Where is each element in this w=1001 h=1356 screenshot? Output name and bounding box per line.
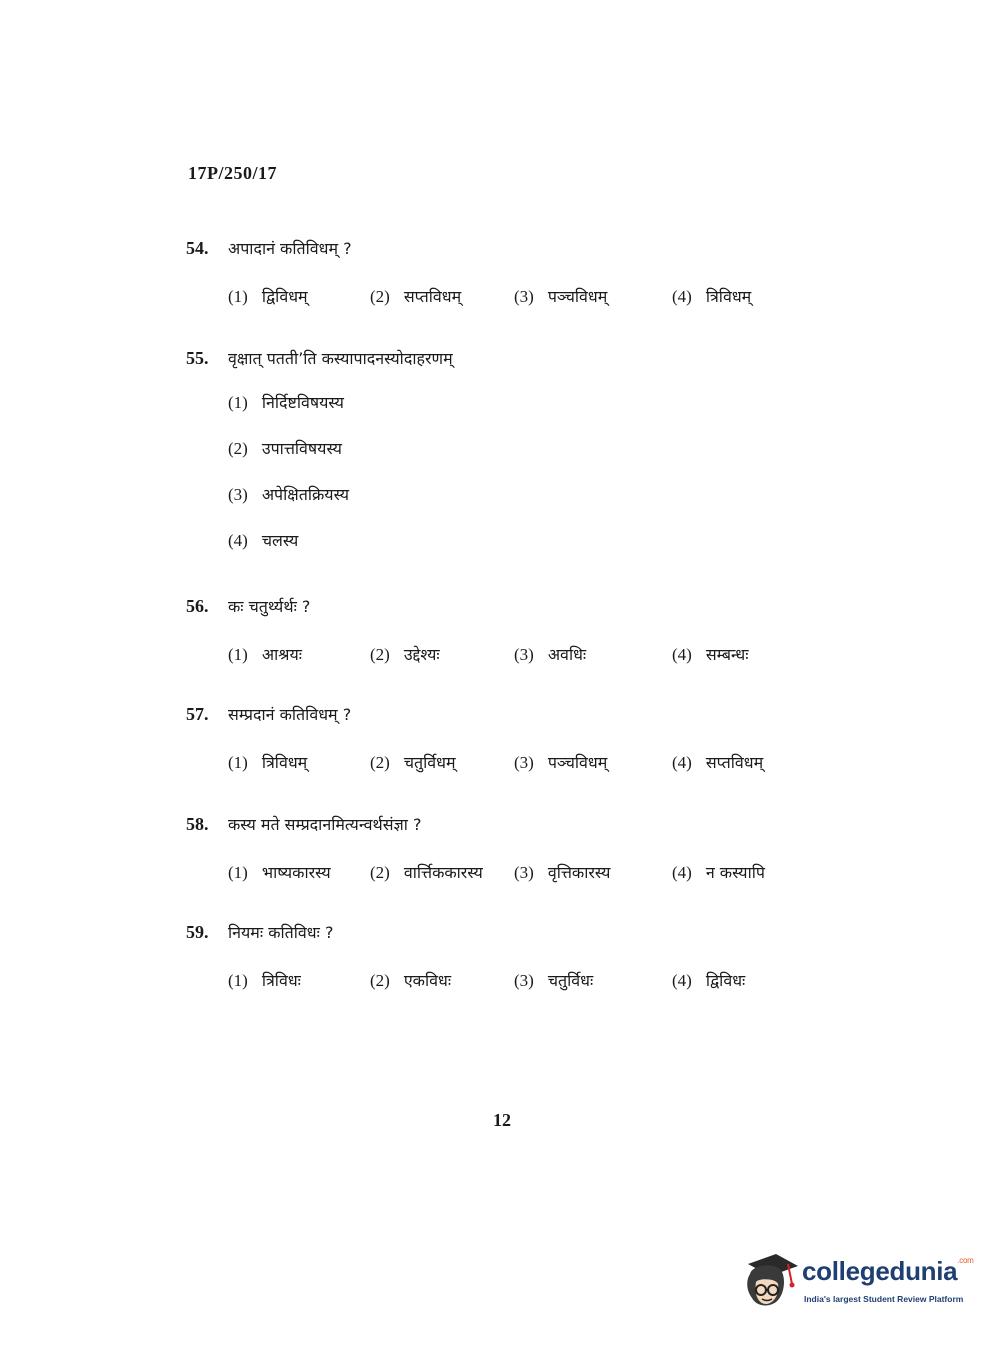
question-59 [186, 921, 906, 999]
collegedunia-logo[interactable] [742, 1250, 972, 1312]
question-number: 57. [186, 704, 209, 724]
paper-code: 17P/250/17 [188, 163, 277, 183]
question-number: 54. [186, 238, 209, 258]
option-4: (4) सम्बन्धः [672, 645, 749, 664]
option-1: (1) त्रिविधम् [228, 753, 308, 772]
option-1: (1) आश्रयः [228, 645, 303, 664]
question-54 [186, 237, 906, 315]
option-1: (1) त्रिविधः [228, 971, 301, 990]
question-text: कः चतुर्थ्यर्थः ? [228, 597, 311, 616]
option-4: (4) न कस्यापि [672, 863, 765, 882]
question-text: अपादानं कतिविधम् ? [228, 239, 352, 258]
option-2: (2) चतुर्विधम् [370, 753, 456, 772]
question-number: 58. [186, 814, 209, 834]
option-3: (3) पञ्चविधम् [514, 753, 608, 772]
option-2: (2) सप्तविधम् [370, 287, 462, 306]
question-57 [186, 703, 906, 781]
option-4: (4) चलस्य [228, 531, 299, 550]
question-text: वृक्षात् पतती’ति कस्यापादनस्योदाहरणम् [228, 349, 453, 368]
option-3: (3) पञ्चविधम् [514, 287, 608, 306]
question-text: नियमः कतिविधः ? [228, 923, 334, 942]
option-2: (2) उद्देश्यः [370, 645, 440, 664]
option-2: (2) एकविधः [370, 971, 452, 990]
logo-tagline: India's largest Student Review Platform [804, 1294, 964, 1304]
logo-suffix: .com [957, 1256, 974, 1265]
question-text: कस्य मते सम्प्रदानमित्यन्वर्थसंज्ञा ? [228, 815, 422, 834]
option-3: (3) चतुर्विधः [514, 971, 594, 990]
option-1: (1) निर्दिष्टविषयस्य [228, 393, 344, 412]
option-3: (3) वृत्तिकारस्य [514, 863, 611, 882]
question-56 [186, 595, 906, 673]
option-4: (4) द्विविधः [672, 971, 746, 990]
option-4: (4) त्रिविधम् [672, 287, 752, 306]
logo-wordmark: collegedunia [802, 1256, 958, 1286]
option-1: (1) भाष्यकारस्य [228, 863, 331, 882]
option-4: (4) सप्तविधम् [672, 753, 764, 772]
question-text: सम्प्रदानं कतिविधम् ? [228, 705, 352, 724]
option-3: (3) अपेक्षितक्रियस्य [228, 485, 350, 504]
question-55 [186, 347, 906, 575]
option-2: (2) वार्त्तिककारस्य [370, 863, 483, 882]
page-number: 12 [493, 1110, 511, 1130]
question-58 [186, 813, 906, 891]
option-3: (3) अवधिः [514, 645, 587, 664]
question-number: 55. [186, 348, 209, 368]
option-1: (1) द्विविधम् [228, 287, 308, 306]
question-number: 59. [186, 922, 209, 942]
question-number: 56. [186, 596, 209, 616]
option-2: (2) उपात्तविषयस्य [228, 439, 342, 458]
mascot-icon [742, 1250, 800, 1312]
